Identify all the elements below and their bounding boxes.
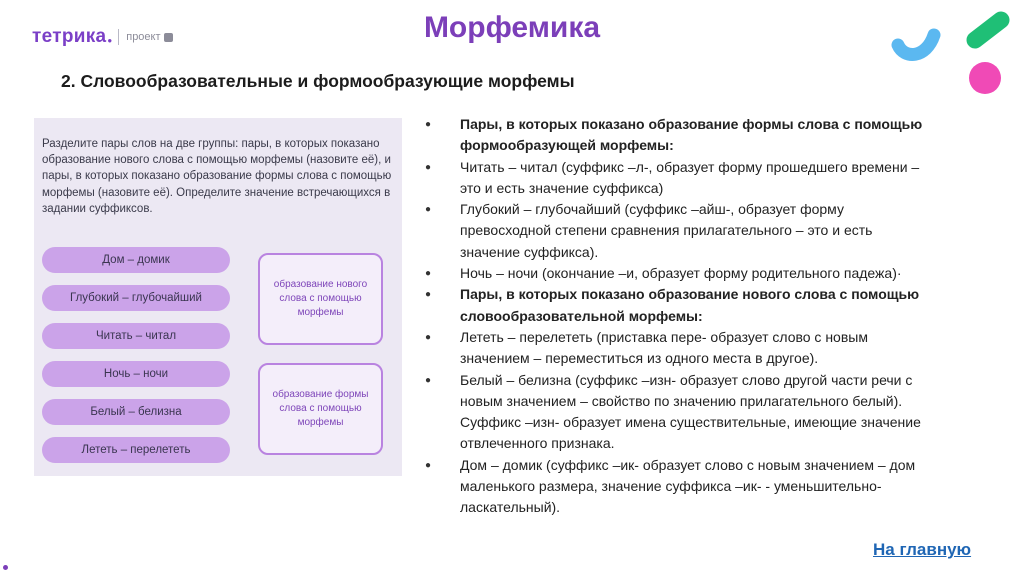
decorative-shapes-icon — [886, 5, 1024, 105]
answer-bullet-list — [424, 114, 934, 519]
word-pair-pill: Читать – читал — [42, 323, 230, 349]
bullet-icon: ● — [425, 119, 432, 130]
group-new-word-box: образование нового слова с помощью морфемы — [258, 253, 383, 345]
bullet-text: Пары, в которых показано образование формы слова с помощью формообразующей морфемы: — [460, 116, 923, 154]
bullet-icon: ● — [425, 204, 432, 216]
logo-brand-text: тетрика — [32, 26, 107, 47]
bullet-text: Белый – белизна (суффикс –изн- образует слово другой части речи с новым значением – свойство по значению прилагательного белый). Суффикс –изн- образует имена существительные, имеющие значение отвлеченного признака. — [460, 371, 921, 452]
word-pair-list — [42, 247, 230, 475]
logo-dot: ● — [107, 35, 113, 45]
blue-swoosh-icon — [898, 35, 934, 54]
bullet-text: Дом – домик (суффикс –ик- образует слово с новым значением – дом маленького размера, значение суффикса –ик- - уменьшительно-ласкательный). — [460, 456, 916, 516]
green-capsule-icon — [975, 20, 1001, 40]
logo-project-text: проект — [126, 31, 161, 43]
bullet-heading — [424, 284, 934, 327]
corner-dot — [3, 565, 8, 570]
page-title: Морфемика — [423, 11, 601, 44]
bullet-icon: ● — [425, 268, 432, 280]
bullet-item — [424, 370, 934, 455]
bullet-heading — [424, 114, 934, 157]
word-pair-pill: Ночь – ночи — [42, 361, 230, 387]
bullet-icon: ● — [425, 289, 432, 301]
pink-dot-icon — [969, 62, 1001, 94]
bullet-icon: ● — [425, 374, 432, 386]
bullet-item — [424, 157, 934, 200]
group-word-form-box: образование формы слова с помощью морфемы — [258, 363, 383, 455]
bullet-text: Глубокий – глубочайший (суффикс –айш-, образует форму превосходной степени сравнения прилагательного – это и есть значение суффикса). — [460, 201, 873, 260]
bullet-text: Пары, в которых показано образование нового слова с помощью словообразовательной морфемы: — [460, 286, 920, 324]
bullet-item — [424, 263, 934, 284]
bullet-item — [424, 199, 934, 263]
bullet-item — [424, 455, 934, 519]
bullet-icon: ● — [425, 161, 432, 173]
bullet-text: Ночь – ночи (окончание –и, образует форму родительного падежа)· — [460, 265, 902, 282]
home-link[interactable]: На главную — [873, 540, 972, 559]
task-instructions: Разделите пары слов на две группы: пары, в которых показано образование нового слова с помощью морфемы (назовите её), и пары, в которых показано образование формы слова с помощью морфемы (назовите её). Определите значение встречающихся в задании суффиксов. — [42, 138, 392, 215]
section-subtitle: 2. Словообразовательные и формообразующие морфемы — [61, 71, 575, 91]
word-pair-pill: Дом – домик — [42, 247, 230, 273]
bullet-icon: ● — [425, 459, 432, 471]
task-card — [34, 118, 402, 476]
word-pair-pill: Глубокий – глубочайший — [42, 285, 230, 311]
bullet-text: Читать – читал (суффикс –л-, образует форму прошедшего времени – это и есть значение суффикса) — [460, 158, 920, 196]
bullet-icon: ● — [425, 331, 432, 343]
word-pair-pill: Лететь – перелететь — [42, 437, 230, 463]
word-pair-pill: Белый – белизна — [42, 399, 230, 425]
bullet-text: Лететь – перелететь (приставка пере- образует слово с новым значением – переместиться из одного места в другое). — [460, 328, 868, 367]
bullet-item — [424, 327, 934, 370]
